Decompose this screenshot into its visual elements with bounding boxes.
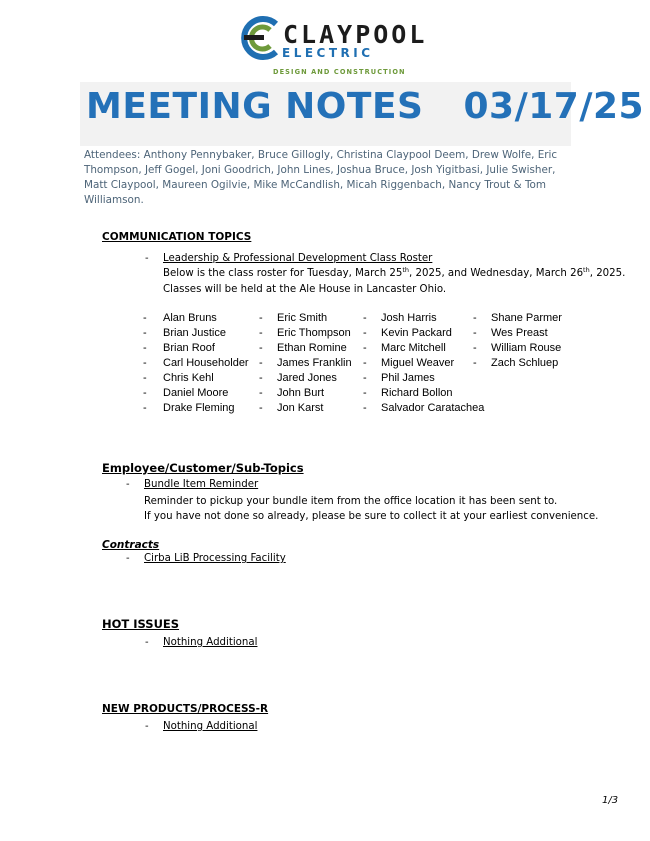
bullet-dash: - [143,402,147,414]
roster-name: Ethan Romine [277,342,347,354]
bullet-dash: - [363,402,367,414]
roster-name: James Franklin [277,357,352,369]
title-text: MEETING NOTES [86,86,424,127]
roster-name: John Burt [277,387,325,399]
bullet-dash: - [363,372,367,384]
roster-name: Brian Roof [163,342,215,354]
bundle-item-link[interactable]: Bundle Item Reminder [144,479,259,490]
contracts-heading: Contracts [102,539,160,551]
bullet-dash: - [259,402,263,414]
page-number: 1/3 [602,795,619,806]
desc-part: , 2025, and Wednesday, March 26 [409,268,584,279]
bullet-dash: - [473,312,477,324]
contract-item-link[interactable]: Cirba LiB Processing Facility [144,553,286,564]
roster-name: Phil James [381,372,435,384]
roster-name: William Rouse [491,342,562,354]
bullet-dash: - [145,637,149,648]
roster-name: Carl Householder [163,357,249,369]
bullet-dash: - [259,312,263,324]
bullet-dash: - [143,372,147,384]
bullet-dash: - [145,253,149,264]
bullet-dash: - [259,327,263,339]
logo-subtitle: ELECTRIC [282,46,374,60]
bullet-dash: - [473,342,477,354]
roster-topic-link[interactable]: Leadership & Professional Development Class Roster [163,253,433,264]
bullet-dash: - [259,342,263,354]
bundle-line-2: If you have not done so already, please be sure to collect it at your earliest convenience. [144,511,599,522]
bullet-dash: - [363,327,367,339]
roster-name: Chris Kehl [163,372,214,384]
ordinal-suffix: th [402,266,410,274]
bullet-dash: - [473,357,477,369]
logo-c-mark [244,19,276,57]
bullet-dash: - [143,327,147,339]
hot-issues-item[interactable]: Nothing Additional [163,637,258,648]
roster-name: Richard Bollon [381,387,453,399]
bullet-dash: - [143,312,147,324]
bullet-dash: - [259,387,263,399]
attendees-list: Attendees: Anthony Pennybaker, Bruce Gillogly, Christina Claypool Deem, Drew Wolfe, Eric Thompson, Jeff Gogel, Joni Goodrich, John Lines, Joshua Bruce, Josh Yigitbasi, Julie Swisher, Matt Claypool, Maureen Ogilvie, Mike McCandlish, Micah Riggenbach, Nancy Trout & Tom Williamson. [84,149,558,206]
roster-name: Alan Bruns [163,312,217,324]
roster-description [163,266,625,281]
roster-location: Classes will be held at the Ale House in Lancaster Ohio. [163,284,447,295]
bullet-dash: - [143,387,147,399]
new-products-item[interactable]: Nothing Additional [163,721,258,732]
bullet-dash: - [473,327,477,339]
bullet-dash: - [126,553,130,564]
logo-tagline: DESIGN AND CONSTRUCTION [273,68,406,76]
roster-name: Brian Justice [163,327,226,339]
bullet-dash: - [363,357,367,369]
desc-part: , 2025. [589,268,626,279]
bullet-dash: - [145,721,149,732]
roster-name: Daniel Moore [163,387,229,399]
bullet-dash: - [259,372,263,384]
roster-name: Kevin Packard [381,327,452,339]
bullet-dash: - [259,357,263,369]
bullet-dash: - [143,357,147,369]
roster-name: Jon Karst [277,402,324,414]
roster-name: Drake Fleming [163,402,235,414]
roster-name: Miguel Weaver [381,357,455,369]
bullet-dash: - [143,342,147,354]
roster-name: Eric Smith [277,312,328,324]
roster-name: Josh Harris [381,312,437,324]
bullet-dash: - [363,312,367,324]
roster-name: Salvador Caratachea [381,402,485,414]
employee-heading: Employee/Customer/Sub-Topics [102,461,304,475]
roster-name: Shane Parmer [491,312,562,324]
bullet-dash: - [363,342,367,354]
logo-wordmark: CLAYPOOL [283,20,428,49]
page-title [86,86,644,127]
roster-name: Wes Preast [491,327,548,339]
meeting-date: 03/17/25 [463,86,645,127]
communication-heading: COMMUNICATION TOPICS [102,231,252,243]
ordinal-suffix: th [583,266,590,274]
roster-name: Jared Jones [277,372,337,384]
bullet-dash: - [126,479,130,490]
new-products-heading: NEW PRODUCTS/PROCESS-R [102,703,269,715]
roster-name: Zach Schluep [491,357,559,369]
desc-part: Below is the class roster for Tuesday, March 25 [163,268,403,279]
hot-issues-heading: HOT ISSUES [102,617,180,631]
roster-name: Marc Mitchell [381,342,446,354]
bundle-line-1: Reminder to pickup your bundle item from the office location it has been sent to. [144,496,558,507]
roster-name: Eric Thompson [277,327,351,339]
bullet-dash: - [363,387,367,399]
